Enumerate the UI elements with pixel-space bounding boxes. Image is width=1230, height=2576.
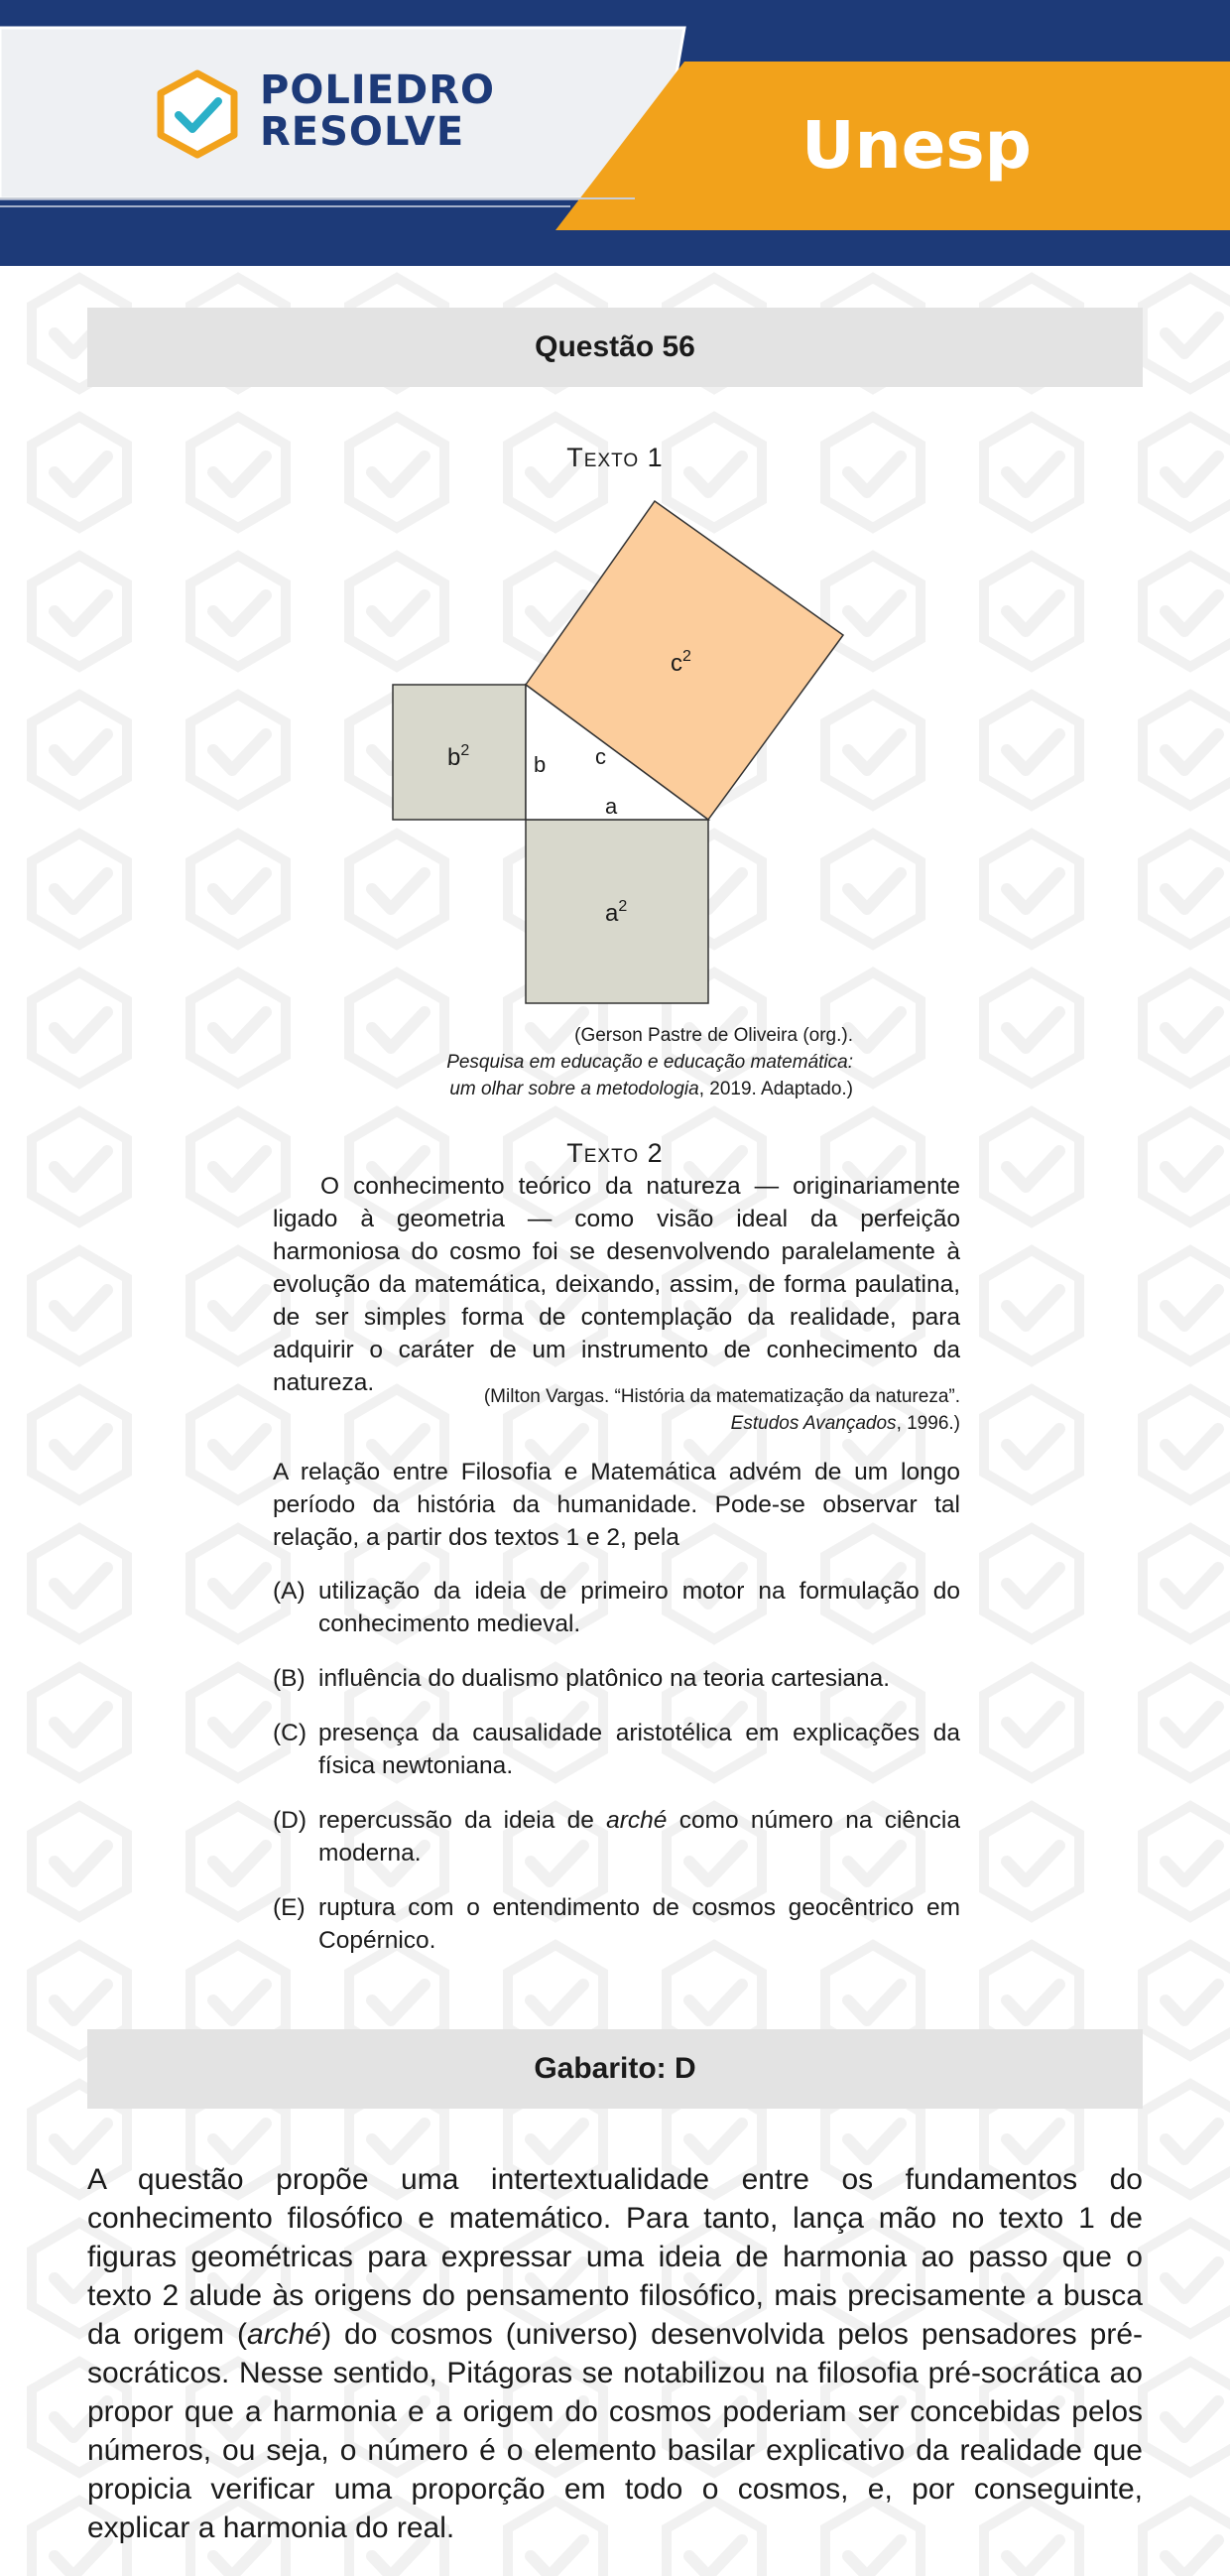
text1-source: [381, 1022, 853, 1102]
option-letter: (D): [273, 1807, 308, 1834]
text1-heading: Texto 1: [566, 443, 664, 472]
option-letter: (E): [273, 1894, 306, 1921]
option-text: [318, 1804, 960, 1869]
answer-title-bar: [87, 2029, 1143, 2109]
resolution-part: ) do cosmos (universo) desenvolvida pelos pensadores pré-socráticos. Nesse sentido, Pitágoras se notabilizou na filosofia pré-socrática ao propor que a harmonia e a origem do cosmos poderiam ser concebidas pelos números, ou seja, o número é o elemento basilar explicativo da realidade que propicia verificar uma proporção em todo o cosmos, e, por conseguinte, explicar a harmonia do real.: [87, 2318, 1143, 2544]
text1-source-year: , 2019. Adaptado.): [698, 1079, 853, 1099]
question-title-bar: [87, 308, 1143, 387]
option-text: ruptura com o entendimento de cosmos geocêntrico em Copérnico.: [318, 1894, 960, 1954]
option-text-part: repercussão da ideia de: [318, 1807, 607, 1834]
label-a-squared: $a^2$: [605, 898, 628, 927]
header-banner: [0, 0, 1230, 266]
option-d: [273, 1804, 960, 1869]
resolution-text: [87, 2160, 1143, 2547]
text2-source-journal: Estudos Avançados: [730, 1413, 897, 1434]
option-text-italic: arché: [606, 1807, 668, 1834]
option-letter: (B): [273, 1665, 306, 1692]
answer-options: [273, 1575, 960, 1979]
option-b: [273, 1662, 960, 1695]
text1-source-book-title: um olhar sobre a metodologia: [449, 1079, 699, 1099]
text2-source-line1: (Milton Vargas. “História da matematização da natureza”.: [483, 1386, 960, 1407]
brand-logo-text: [260, 69, 495, 153]
label-b-squared: $b^2$: [447, 742, 470, 771]
text1-source-line2: Pesquisa em educação e educação matemática:: [446, 1052, 853, 1073]
option-letter: (C): [273, 1720, 308, 1746]
option-text: utilização da ideia de primeiro motor na formulação do conhecimento medieval.: [318, 1578, 960, 1637]
label-side-a: a: [605, 794, 618, 819]
option-text-part: como número na ciência moderna.: [318, 1807, 960, 1867]
exam-name: Unesp: [801, 107, 1032, 184]
brand-line-2: RESOLVE: [260, 109, 465, 155]
text2-source-line2: [381, 1410, 960, 1437]
text1-source-line3: [381, 1076, 853, 1102]
question-stem: A relação entre Filosofia e Matemática advém de um longo período da história da humanidade. Pode-se observar tal relação, a partir dos textos 1 e 2, pela: [273, 1459, 960, 1551]
option-text: presença da causalidade aristotélica em explicações da física newtoniana.: [318, 1720, 960, 1779]
label-side-b: b: [534, 752, 547, 777]
text2-body: [273, 1170, 960, 1399]
option-a: [273, 1575, 960, 1640]
question-title: Questão 56: [535, 330, 695, 363]
brand-line-1: POLIEDRO: [260, 67, 496, 113]
option-c: [273, 1717, 960, 1782]
resolution-part: A questão propõe uma intertextualidade entre os fundamentos do conhecimento filosófico e matemático. Para tanto, lança mão no texto 1 de figuras geométricas para expressar uma ideia de harmonia ao passo que o texto 2 alude às origens do pensamento filosófico, mais precisamente a busca da origem (: [87, 2163, 1143, 2351]
check-hexagon-icon: [155, 69, 240, 159]
resolution-italic: arché: [247, 2318, 322, 2351]
label-c-squared: $c^2$: [671, 648, 691, 677]
text1-source-line1: (Gerson Pastre de Oliveira (org.).: [574, 1025, 853, 1046]
text2-paragraph: O conhecimento teórico da natureza — originariamente ligado à geometria — como visão ideal da perfeição harmoniosa do cosmo foi se desenvolvendo paralelamente à evolução da matemática, deixando, assim, de forma paulatina, de ser simples forma de contemplação da realidade, para adquirir o caráter de um instrumento de conhecimento da natureza.: [273, 1173, 960, 1396]
option-letter: (A): [273, 1578, 306, 1605]
option-text: influência do dualismo platônico na teoria cartesiana.: [318, 1665, 891, 1692]
text2-source-year: , 1996.): [896, 1413, 960, 1434]
answer-title: Gabarito: D: [534, 2052, 696, 2085]
text2-heading: Texto 2: [566, 1138, 664, 1168]
label-side-c: c: [595, 744, 606, 769]
pythagoras-figure: [381, 490, 857, 1016]
option-e: [273, 1891, 960, 1957]
text2-source: [381, 1383, 960, 1437]
